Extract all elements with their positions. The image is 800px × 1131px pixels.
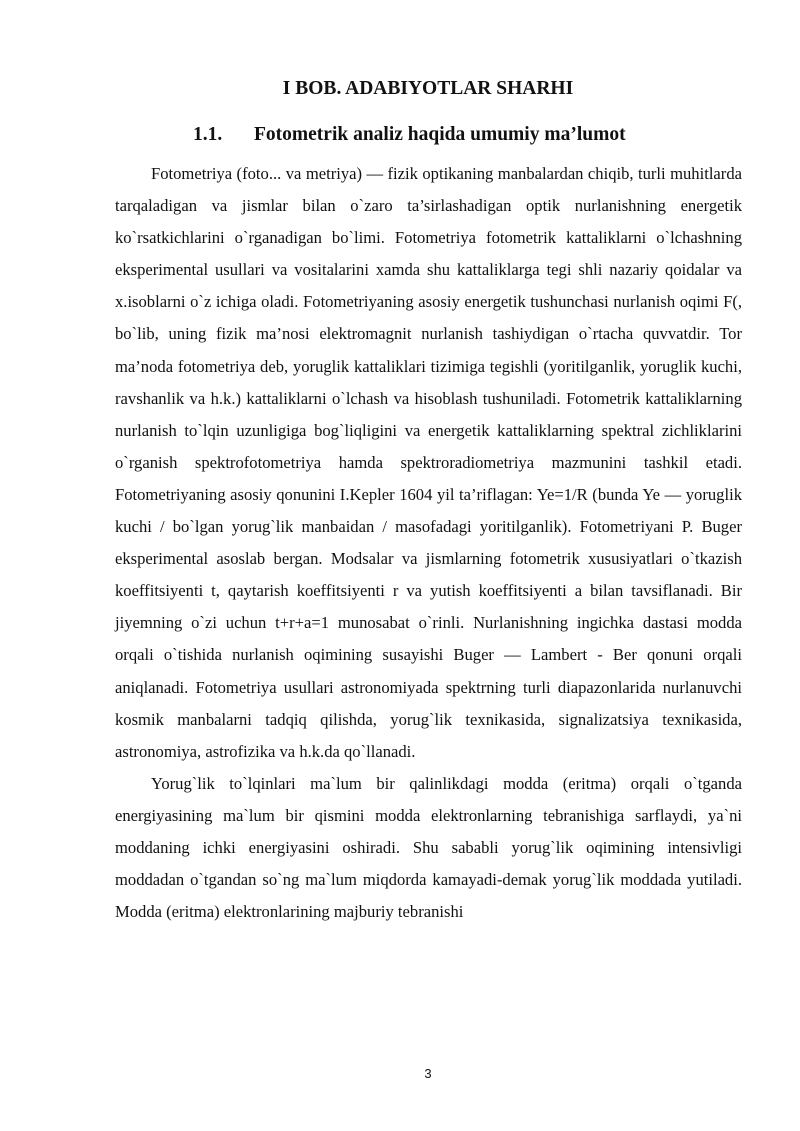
chapter-title: I BOB. ADABIYOTLAR SHARHI bbox=[282, 78, 574, 99]
body-text bbox=[115, 158, 742, 928]
section-title: Fotometrik analiz haqida umumiy ma’lumot bbox=[254, 124, 626, 145]
page-number: 3 bbox=[424, 1066, 432, 1081]
paragraph-light-absorption: Yorug`lik to`lqinlari ma`lum bir qalinlikdagi modda (eritma) orqali o`tganda energiyasining ma`lum bir qismini modda elektronlarning tebranishiga sarflaydi, ya`ni moddaning ichki energiyasini oshiradi. Shu sababli yorug`lik oqimining intensivligi moddadan o`tgandan so`ng ma`lum miqdorda kamayadi-demak yorug`lik moddada yutiladi. Modda (eritma) elektronlarining majburiy tebranishi bbox=[115, 773, 742, 922]
section-number: 1.1. bbox=[193, 124, 223, 145]
paragraph-fotometriya-definition: Fotometriya (foto... va metriya) — fizik optikaning manbalardan chiqib, turli muhitlarda tarqaladigan va jismlar bilan o`zaro ta’sirlashadigan optik nurlanishning energetik ko`rsatkichlarini o`rganadigan bo`limi. Fotometriya fotometrik kattaliklarni o`lchashning eksperimental usullari va vositalarini xamda shu kattaliklarga tegi shli nazariy qoidalar va x.isoblarni o`z ichiga oladi. Fotometriyaning asosiy energetik tushunchasi nurlanish oqimi F(, bo`lib, uning fizik ma’nosi elektromagnit nurlanish tashiydigan o`rtacha quvvatdir. Tor ma’noda fotometriya deb, yoruglik kattaliklari tizimiga tegishli (yoritilganlik, yoruglik kuchi, ravshanlik va h.k.) kattaliklarni o`lchash va hisoblash tushuniladi. Fotometrik kattaliklarning nurlanish to`lqin uzunligiga bog`liqligini va energetik kattaliklarning spektral zichliklarini o`rganish spektrofotometriya hamda spektroradiometriya mazmunini tashkil etadi. Fotometriyaning asosiy qonunini I.Kepler 1604 yil ta’riflagan: Ye=1/R (bunda Ye — yoruglik kuchi / bo`lgan yorug`lik manbaidan / masofadagi yoritilganlik). Fotometriyani P. Buger eksperimental asoslab bergan. Modsalar va jismlarning fotometrik xususiyatlari o`tkazish koeffitsiyenti t, qaytarish koeffitsiyenti r va yutish koeffitsiyenti a bilan tavsiflanadi. Bir jiyemning o`zi uchun t+r+a=1 munosabat o`rinli. Nurlanishning ingichka dastasi modda orqali o`tishida nurlanish oqimining susayishi Buger — Lambert - Ber qonuni orqali aniqlanadi. Fotometriya usullari astronomiyada spektrning turli diapazonlarida nurlanuvchi kosmik manbalarni tadqiq qilishda, yorug`lik texnikasida, signalizatsiya texnikasida, astronomiya, astrofizika va h.k.da qo`llanadi. bbox=[115, 164, 742, 761]
section-heading bbox=[193, 122, 626, 148]
